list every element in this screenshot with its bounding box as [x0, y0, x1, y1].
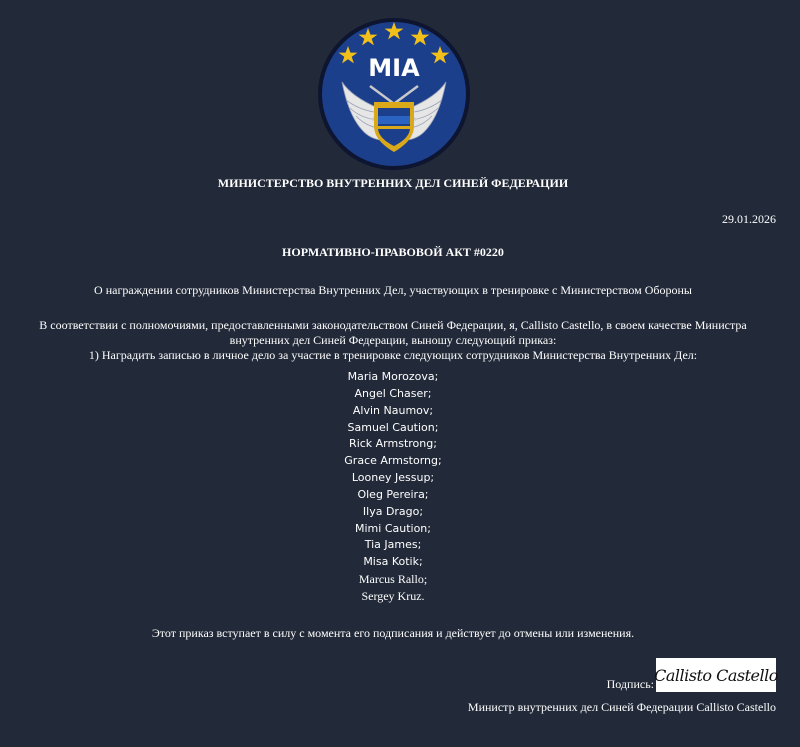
- preamble-line: внутренних дел Синей Федерации, выношу следующий приказ:: [229, 333, 557, 347]
- act-preamble: [20, 318, 766, 363]
- list-item: Oleg Pereira;: [357, 487, 429, 501]
- logo-text: MIA: [368, 54, 420, 82]
- act-title: НОРМАТИВНО-ПРАВОВОЙ АКТ #0220: [282, 245, 504, 259]
- act-effect-clause: Этот приказ вступает в силу с момента его подписания и действует до отмены или изменения.: [151, 626, 635, 640]
- list-item: Grace Armstorng;: [344, 454, 442, 468]
- signature-block: [607, 658, 776, 692]
- signature-image: Callisto Castello: [656, 658, 776, 692]
- preamble-line: 1) Наградить записью в личное дело за участие в тренировке следующих сотрудников Министерства Внутренних Дел:: [88, 348, 698, 362]
- list-item: Mimi Caution;: [355, 521, 431, 535]
- list-item: Alvin Naumov;: [352, 403, 434, 417]
- list-item: Tia James;: [364, 538, 422, 552]
- ministry-title: МИНИСТЕРСТВО ВНУТРЕННИХ ДЕЛ СИНЕЙ ФЕДЕРАЦИИ: [217, 176, 569, 190]
- list-item: Samuel Caution;: [347, 420, 439, 434]
- list-item: Marcus Rallo;: [358, 572, 428, 587]
- list-item: Sergey Kruz.: [361, 588, 425, 603]
- list-item: Angel Chaser;: [354, 386, 432, 400]
- signer-name: Министр внутренних дел Синей Федерации Callisto Castello: [467, 700, 776, 714]
- act-subject: О награждении сотрудников Министерства Внутренних Дел, участвующих в тренировке с Министерством Обороны: [94, 283, 692, 297]
- list-item: Looney Jessup;: [351, 471, 435, 485]
- list-item: Rick Armstrong;: [349, 437, 437, 451]
- awardee-list: [0, 369, 786, 605]
- list-item: Ilya Drago;: [362, 504, 424, 518]
- preamble-line: В соответствии с полномочиями, предоставленными законодательством Синей Федерации, я, Callisto Castello, в своем качестве Министра: [39, 318, 747, 332]
- list-item: Misa Kotik;: [363, 555, 423, 569]
- signature-label: Подпись:: [606, 677, 654, 691]
- list-item: Maria Morozova;: [347, 370, 439, 383]
- ministry-logo: [316, 16, 472, 172]
- document-date: 29.01.2026: [722, 212, 776, 226]
